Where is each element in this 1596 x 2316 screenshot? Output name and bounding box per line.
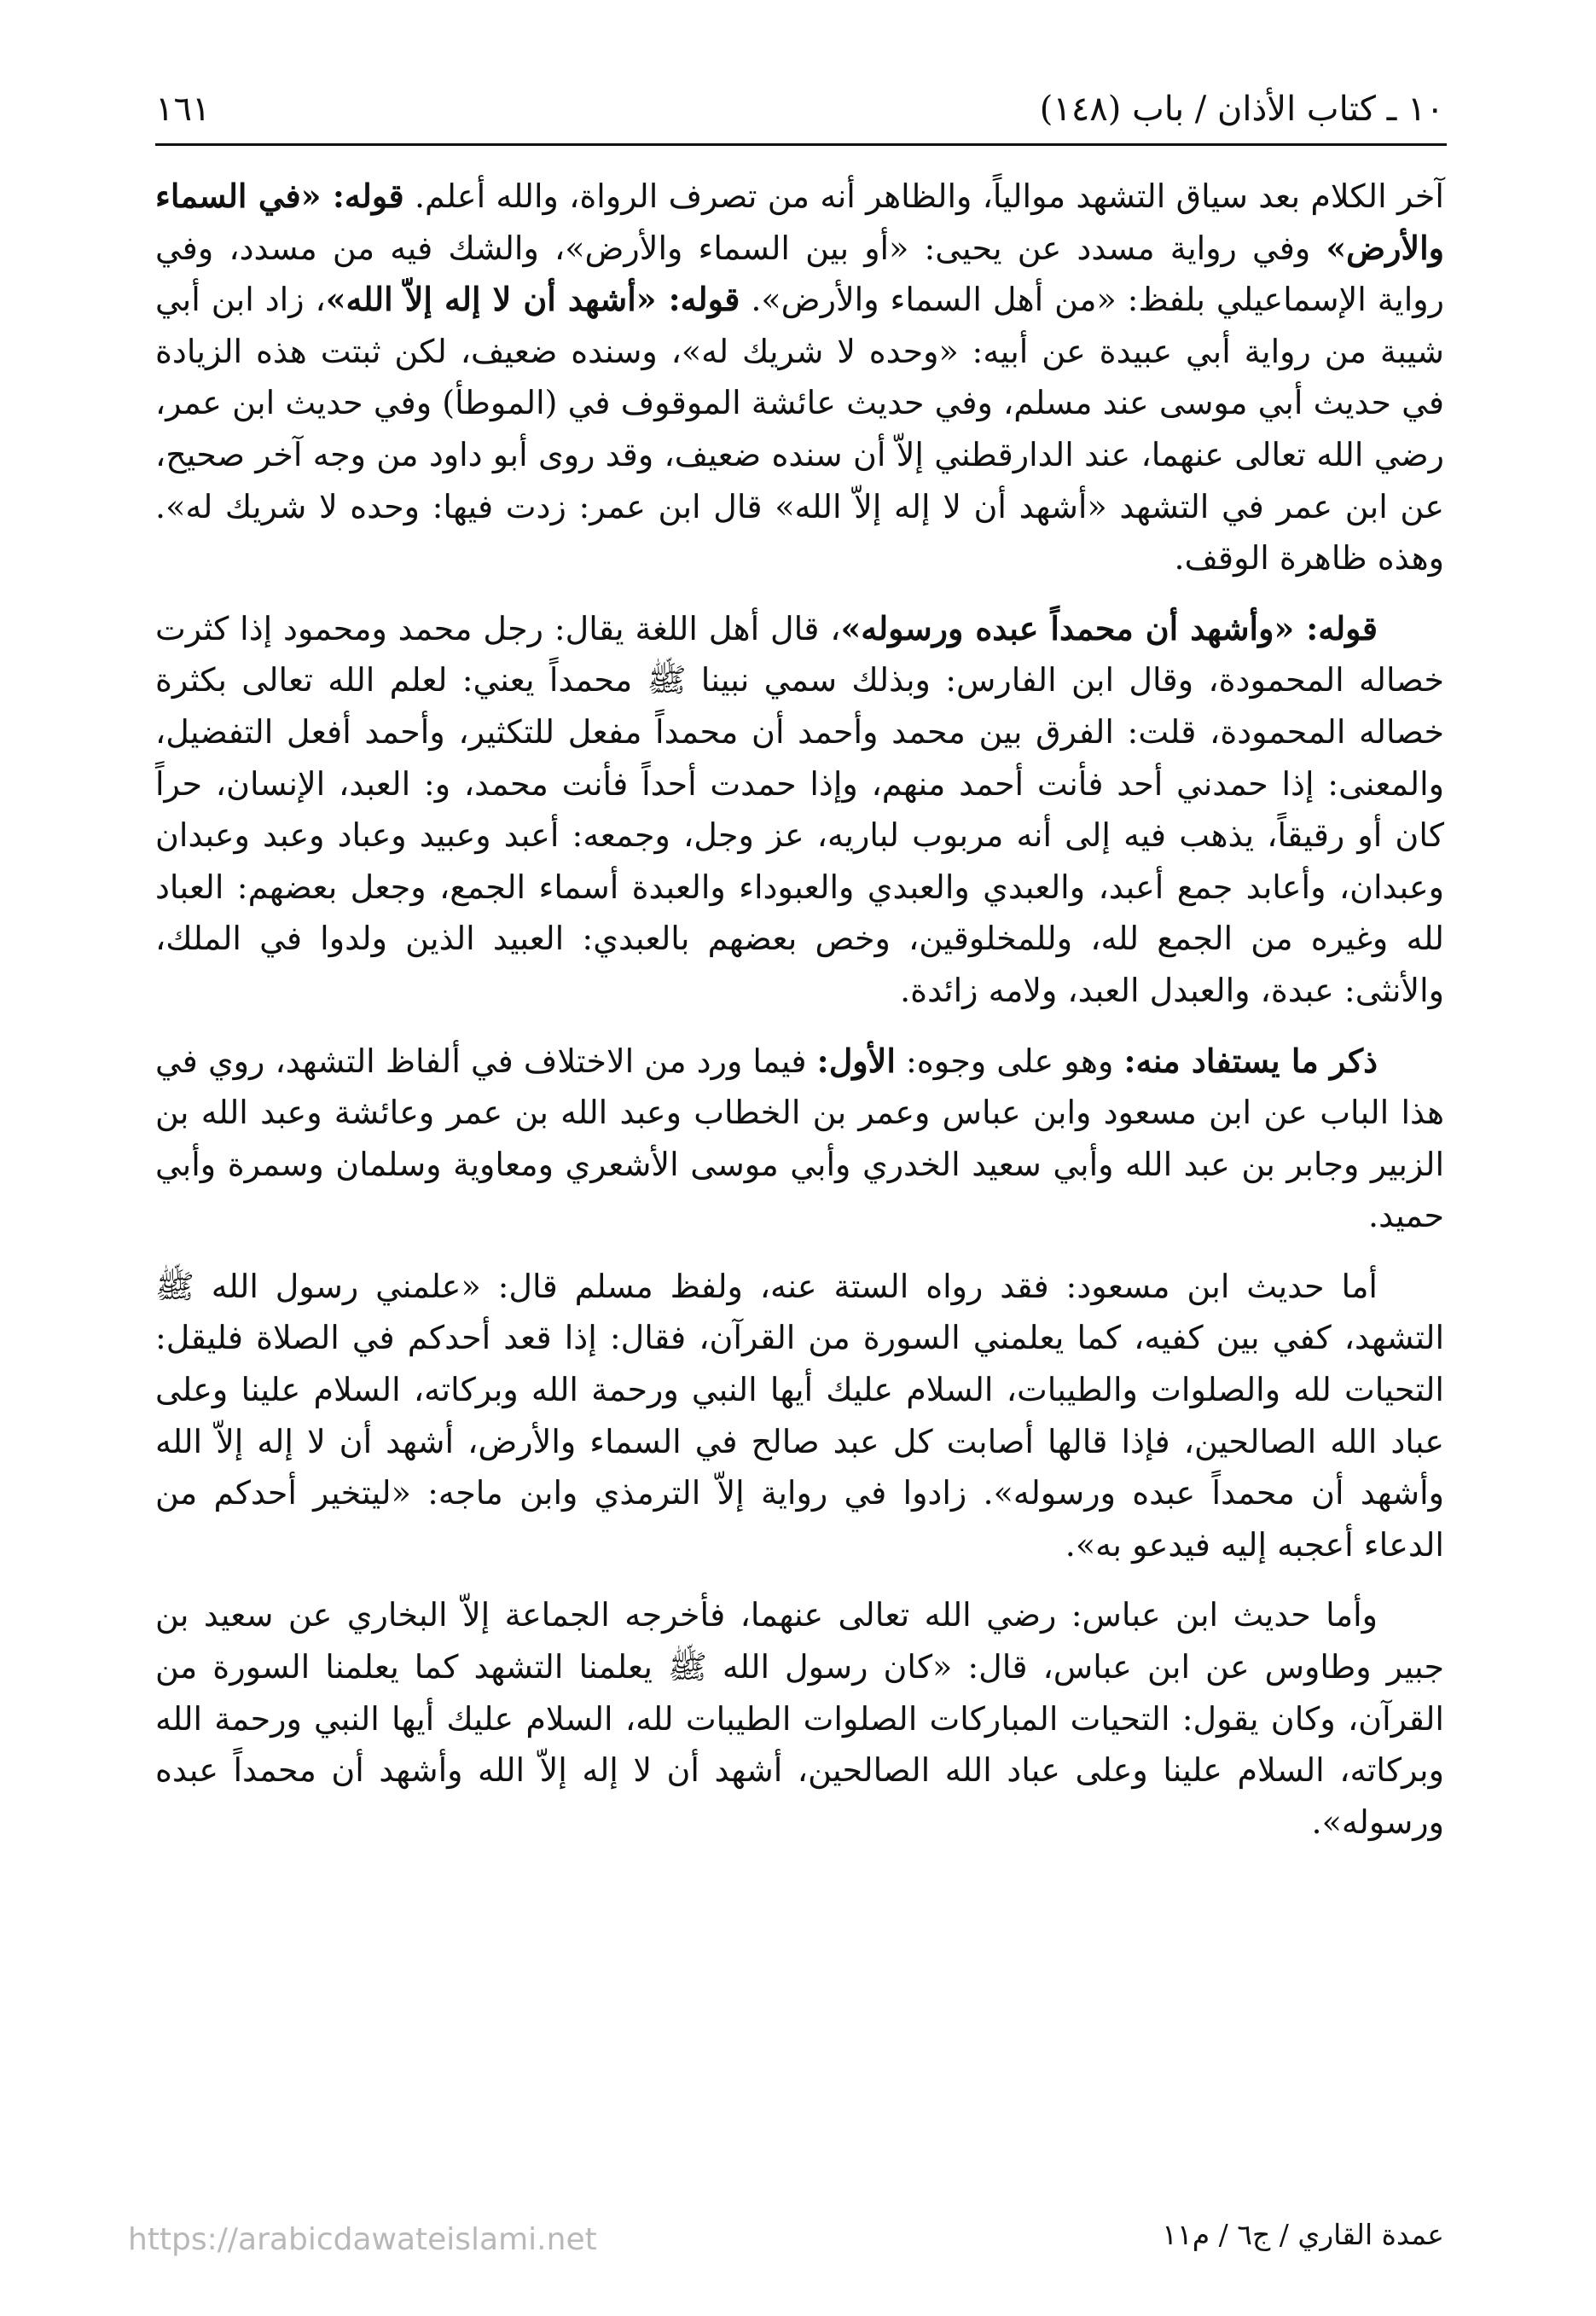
bold-heading-text: الأول: — [816, 1041, 896, 1080]
source-watermark: https://arabicdawateislami.net — [128, 2222, 597, 2257]
page-header — [155, 84, 1444, 135]
body-text-segment: وفي رواية مسدد عن يحيى: «أو بين السماء والأرض»، والشك فيه من مسدد، وفي رواية الإسماعيلي بلفظ: «من أهل السماء والأرض». — [155, 229, 1444, 319]
body-text-segment: أما حديث ابن مسعود: فقد رواه الستة عنه، ولفظ مسلم قال: «علمني رسول الله ﷺ التشهد، كفي بين كفيه، كما يعلمني السورة من القرآن، فقال: إذا قعد أحدكم في الصلاة فليقل: التحيات لله والصلوات والطيبات، السلام عليك أيها النبي ورحمة الله وبركاته، السلام علينا وعلى عباد الله الصالحين، فإذا قالها أصابت كل عبد صالح في السماء والأرض، أشهد أن لا إله إلاّ الله وأشهد أن محمداً عبده ورسوله». زادوا في رواية إلاّ الترمذي وابن ماجه: «ليتخير أحدكم من الدعاء أعجبه إليه فيدعو به». — [155, 1267, 1444, 1564]
volume-note: عمدة القاري / ج٦ / م١١ — [1162, 2218, 1444, 2251]
paragraph — [155, 171, 1444, 584]
bold-heading-text: ذكر ما يستفاد منه: — [1123, 1041, 1378, 1080]
header-rule — [155, 143, 1447, 146]
body-text — [155, 171, 1444, 1866]
body-text-segment: آخر الكلام بعد سياق التشهد موالياً، والظاهر أنه من تصرف الرواة، والله أعلم. — [403, 177, 1444, 215]
paragraph — [155, 1036, 1444, 1242]
body-text-segment: ، زاد ابن أبي شيبة من رواية أبي عبيدة عن أبيه: «وحده لا شريك له»، وسنده ضعيف، لكن ثبتت هذه الزيادة في حديث أبي موسى عند مسلم، وفي حديث عائشة الموقوف في (الموطأ) وفي حديث ابن عمر، رضي الله تعالى عنهما، عند الدارقطني إلاّ أن سنده ضعيف، وقد روى أبو داود من وجه آخر صحيح، عن ابن عمر في التشهد «أشهد أن لا إله إلاّ الله» قال ابن عمر: زدت فيها: وحده لا شريك له». وهذه ظاهرة الوقف. — [155, 281, 1444, 578]
bold-heading-text: قوله: «في السماء والأرض» — [155, 177, 1444, 267]
paragraph — [155, 1261, 1444, 1571]
bold-heading-text: قوله: «أشهد أن لا إله إلاّ الله» — [325, 280, 740, 319]
body-text-segment: فيما ورد من الاختلاف في ألفاظ التشهد، روي في هذا الباب عن ابن مسعود وابن عباس وعمر بن الخطاب وعبد الله بن عمر وعائشة وعبد الله بن الزبير وجابر بن عبد الله وأبي سعيد الخدري وأبي موسى الأشعري ومعاوية وسلمان وسمرة وأبي حميد. — [155, 1042, 1444, 1235]
page-number: ١٦١ — [155, 90, 211, 129]
body-text-segment: وأما حديث ابن عباس: رضي الله تعالى عنهما، فأخرجه الجماعة إلاّ البخاري عن سعيد بن جبير وطاوس عن ابن عباس، قال: «كان رسول الله ﷺ يعلمنا التشهد كما يعلمنا السورة من القرآن، وكان يقول: التحيات المباركات الصلوات الطيبات لله، السلام عليك أيها النبي ورحمة الله وبركاته، السلام علينا وعلى عباد الله الصالحين، أشهد أن لا إله إلاّ الله وأشهد أن محمداً عبده ورسوله». — [155, 1596, 1445, 1841]
paragraph — [155, 603, 1444, 1017]
paragraph — [155, 1589, 1444, 1848]
bold-heading-text: قوله: «وأشهد أن محمداً عبده ورسوله» — [840, 608, 1378, 647]
chapter-title: ١٠ ـ كتاب الأذان / باب (١٤٨) — [1039, 90, 1444, 129]
body-text-segment: ، قال أهل اللغة يقال: رجل محمد ومحمود إذا كثرت خصاله المحمودة، وقال ابن الفارس: وبذلك سمي نبينا ﷺ محمداً يعني: لعلم الله تعالى بكثرة خصاله المحمودة، قلت: الفرق بين محمد وأحمد أن محمداً مفعل للتكثير، وأحمد أفعل التفضيل، والمعنى: إذا حمدني أحد فأنت أحمد منهم، وإذا حمدت أحداً فأنت محمد، و: العبد، الإنسان، حراً كان أو رقيقاً، يذهب فيه إلى أنه مربوب لباريه، عز وجل، وجمعه: أعبد وعبيد وعباد وعبد وعبدان وعبدان، وأعابد جمع أعبد، والعبدي والعبدي والعبوداء والعبدة أسماء الجمع، وجعل بعضهم: العباد لله وغيره من الجمع لله، وللمخلوقين، وخص بعضهم بالعبدي: العبيد الذين ولدوا في الملك، والأنثى: عبدة، والعبدل العبد، ولامه زائدة. — [155, 609, 1444, 1009]
body-text-segment: وهو على وجوه: — [895, 1042, 1124, 1080]
